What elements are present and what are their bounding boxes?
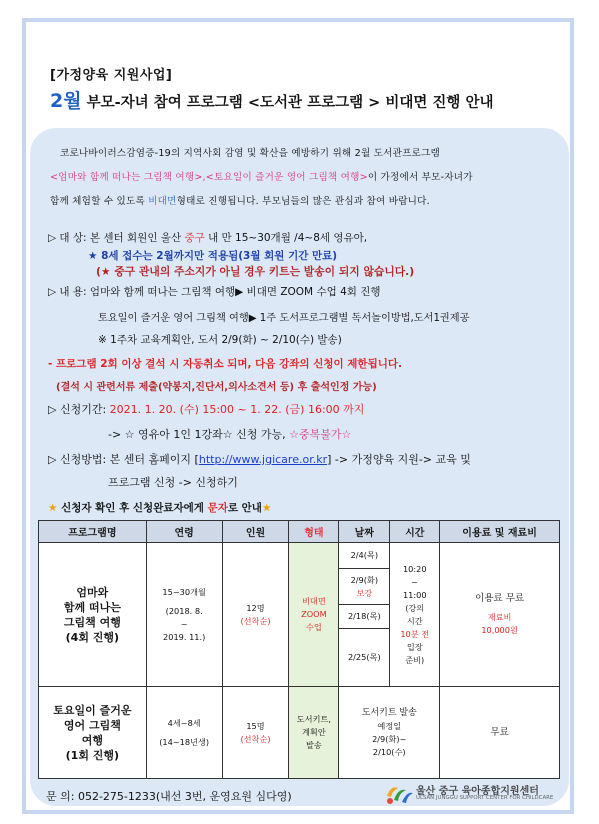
form-line: 계획안	[302, 727, 326, 737]
kit-date-line: 예정일	[377, 720, 402, 731]
form-line: 발송	[305, 740, 322, 750]
header-time: 시간	[390, 521, 440, 543]
date-cell	[339, 569, 390, 605]
program-name-line: (1회 진행)	[65, 748, 120, 762]
intro-program-names: <엄마와 함께 떠나는 그림책 여행>,<토요일이 즐거운 영어 그림책 여행>	[50, 172, 368, 183]
target-note-age	[88, 248, 337, 263]
time-line: 시간	[406, 615, 423, 626]
fee-cell: 무료	[440, 687, 560, 779]
program-name-line: 함께 떠나는	[63, 600, 121, 614]
notice-sms-word: 문자	[207, 502, 228, 514]
date-cell: 2/25(목)	[339, 629, 390, 687]
program-table	[38, 520, 560, 779]
header-program-name: 프로그램명	[39, 521, 147, 543]
first-come-note: (선착순)	[240, 733, 271, 744]
date-text: 2/9(화)	[350, 574, 379, 585]
age-text: 15~30개월	[162, 586, 206, 597]
time-line: 10:20	[402, 563, 427, 574]
center-logo-icon	[384, 782, 414, 806]
period-value: 2021. 1. 20. (수) 15:00 ~ 1. 22. (금) 16:00 까지	[106, 403, 365, 416]
method-line	[48, 451, 471, 467]
homepage-link[interactable]: http://www.jgicare.or.kr	[198, 453, 328, 466]
period-sub-text: -> ☆ 영유아 1인 1강좌☆ 신청 가능,	[108, 428, 290, 441]
age-range-tilde: ~	[180, 618, 188, 629]
kit-date-line: 2/10(수)	[372, 746, 406, 757]
page-title	[50, 86, 494, 113]
time-line: 입장	[406, 641, 423, 652]
star-icon: ★	[48, 502, 58, 514]
count-text: 12명	[246, 602, 265, 613]
header-form: 형태	[289, 521, 339, 543]
time-line: 11:00	[402, 589, 427, 600]
form-cell	[289, 687, 339, 779]
program-category: [가정양육 지원사업]	[50, 68, 173, 83]
method-text-b: ] -> 가정양육 지원-> 교육 및	[327, 453, 471, 466]
target-note-address: (★ 중구 관내의 주소지가 아닐 경우 키트는 발송이 되지 않습니다.)	[96, 265, 415, 278]
program-name-line: (4회 진행)	[65, 630, 120, 644]
intro-paragraph	[50, 142, 550, 214]
intro-line-3b: 형태로 진행됩니다. 부모님들의 많은 관심과 참여 바랍니다.	[176, 196, 430, 207]
header-fee: 이용료 및 재료비	[440, 521, 560, 543]
notice-line	[48, 500, 271, 515]
triangle-marker-icon: ▷	[48, 286, 57, 298]
method-line-2: 프로그램 신청 -> 신청하기	[108, 476, 238, 489]
makeup-note: 보강	[356, 587, 373, 598]
target-text-a: 본 센터 회원인 울산	[86, 232, 185, 244]
star-icon: ★	[261, 502, 272, 514]
table-row	[39, 687, 560, 779]
no-duplicate-note: ☆중복불가☆	[289, 428, 352, 441]
intro-line-3a: 함께 체험할 수 있도록	[50, 196, 149, 207]
notice-text-a: 신청자 확인 후 신청완료자에게	[57, 502, 208, 514]
star-icon: ★	[88, 250, 98, 262]
age-text: 4세~8세	[167, 717, 201, 728]
content-label: 내 용:	[59, 286, 87, 298]
absence-warning: - 프로그램 2회 이상 결석 시 자동취소 되며, 다음 강좌의 신청이 제한됩니다.	[48, 358, 402, 370]
table-row	[39, 543, 560, 569]
title-month: 2월	[50, 90, 82, 112]
table-header-row	[39, 521, 560, 543]
program-name-line: 토요일이 즐거운	[53, 703, 132, 717]
notice-text-b: 로 안내	[227, 502, 262, 514]
content-text-1: 엄마와 함께 떠나는 그림책 여행▶ 비대면 ZOOM 수업 4회 진행	[86, 286, 381, 298]
header-date: 날짜	[339, 521, 390, 543]
program-name-line: 여행	[81, 733, 103, 747]
age-range-start: (2018. 8.	[165, 605, 203, 616]
header-count: 인원	[222, 521, 289, 543]
content-line-1	[48, 284, 381, 299]
time-line: 준비)	[405, 654, 425, 665]
method-label: 신청방법:	[59, 453, 107, 466]
program-name-cell	[39, 687, 147, 779]
first-come-note: (선착순)	[240, 615, 271, 626]
kit-date-line: 도서키트 발송	[361, 707, 417, 718]
form-line: 도서키트,	[296, 714, 331, 724]
age-range-end: 2019. 11.)	[163, 631, 206, 642]
form-cell	[289, 543, 339, 687]
time-cell	[390, 543, 440, 687]
target-text-c: 내 만 15~30개월 /4~8세 영유아,	[204, 232, 368, 244]
center-name: 울산 중구 육아종합지원센터	[416, 786, 539, 797]
count-cell	[222, 687, 289, 779]
triangle-marker-icon: ▷	[48, 232, 57, 244]
age-cell	[146, 543, 222, 687]
age-range: (14~18년생)	[159, 736, 210, 747]
intro-line-2: 이 가정에서 부모-자녀가	[367, 172, 473, 183]
form-line: ZOOM	[301, 609, 327, 619]
material-label: 재료비	[487, 612, 512, 622]
absence-document-note: (결석 시 관련서류 제출(약봉지,진단서,의사소견서 등) 후 출석인정 가능)	[56, 382, 377, 393]
triangle-marker-icon: ▷	[48, 403, 57, 416]
material-price: 10,000원	[481, 625, 518, 635]
target-label: 대 상:	[59, 232, 87, 244]
intro-nonface-word: 비대면	[148, 196, 177, 207]
title-text: 부모-자녀 참여 프로그램 <도서관 프로그램 > 비대면 진행 안내	[81, 95, 494, 111]
target-line	[48, 230, 367, 245]
period-sub	[108, 426, 351, 442]
target-district: 중구	[184, 232, 205, 244]
time-line: 10분 전	[400, 628, 430, 639]
kit-date-line: 2/9(화)~	[372, 733, 407, 744]
period-label: 신청기간:	[59, 403, 107, 416]
program-name-cell	[39, 543, 147, 687]
program-name-line: 영어 그림책	[63, 718, 121, 732]
program-name-line: 엄마와	[76, 585, 109, 599]
age-cell	[146, 687, 222, 779]
header-age: 연령	[146, 521, 222, 543]
fee-cell	[440, 543, 560, 687]
content-line-3: ※ 1주차 교육계획안, 도서 2/9(화) ~ 2/10(수) 발송)	[98, 334, 342, 346]
count-text: 15명	[246, 720, 265, 731]
intro-line-1: 코로나바이러스감염증-19의 지역사회 감염 및 확산을 예방하기 위해 2월 도서관프로그램	[60, 148, 440, 159]
count-cell	[222, 543, 289, 687]
center-english-name: ULSAN JUNGGU SUPPORT CENTER FOR CHILDCARE	[416, 795, 554, 801]
method-text-a: 본 센터 홈페이지 [	[106, 453, 199, 466]
date-time-cell	[339, 687, 440, 779]
triangle-marker-icon: ▷	[48, 453, 57, 466]
center-logo	[384, 782, 564, 806]
form-line: 수업	[305, 622, 322, 632]
period-line	[48, 401, 364, 417]
time-line: ~	[411, 576, 419, 587]
form-line: 비대면	[302, 596, 326, 606]
contact-info: 문 의: 052-275-1233(내선 3번, 운영요원 심다영)	[46, 790, 292, 803]
fee-text: 이용료 무료	[475, 593, 525, 604]
program-name-line: 그림책 여행	[63, 615, 121, 629]
time-line: (강의	[405, 602, 425, 613]
target-note-age-text: 8세 접수는 2월까지만 적용됨(3월 회원 기간 만료)	[97, 250, 338, 262]
date-cell: 2/18(목)	[339, 605, 390, 629]
date-cell: 2/4(목)	[339, 543, 390, 569]
content-line-2: 토요일이 즐거운 영어 그림책 여행▶ 1주 도서프로그램별 독서놀이방법,도서1권제공	[98, 313, 470, 324]
